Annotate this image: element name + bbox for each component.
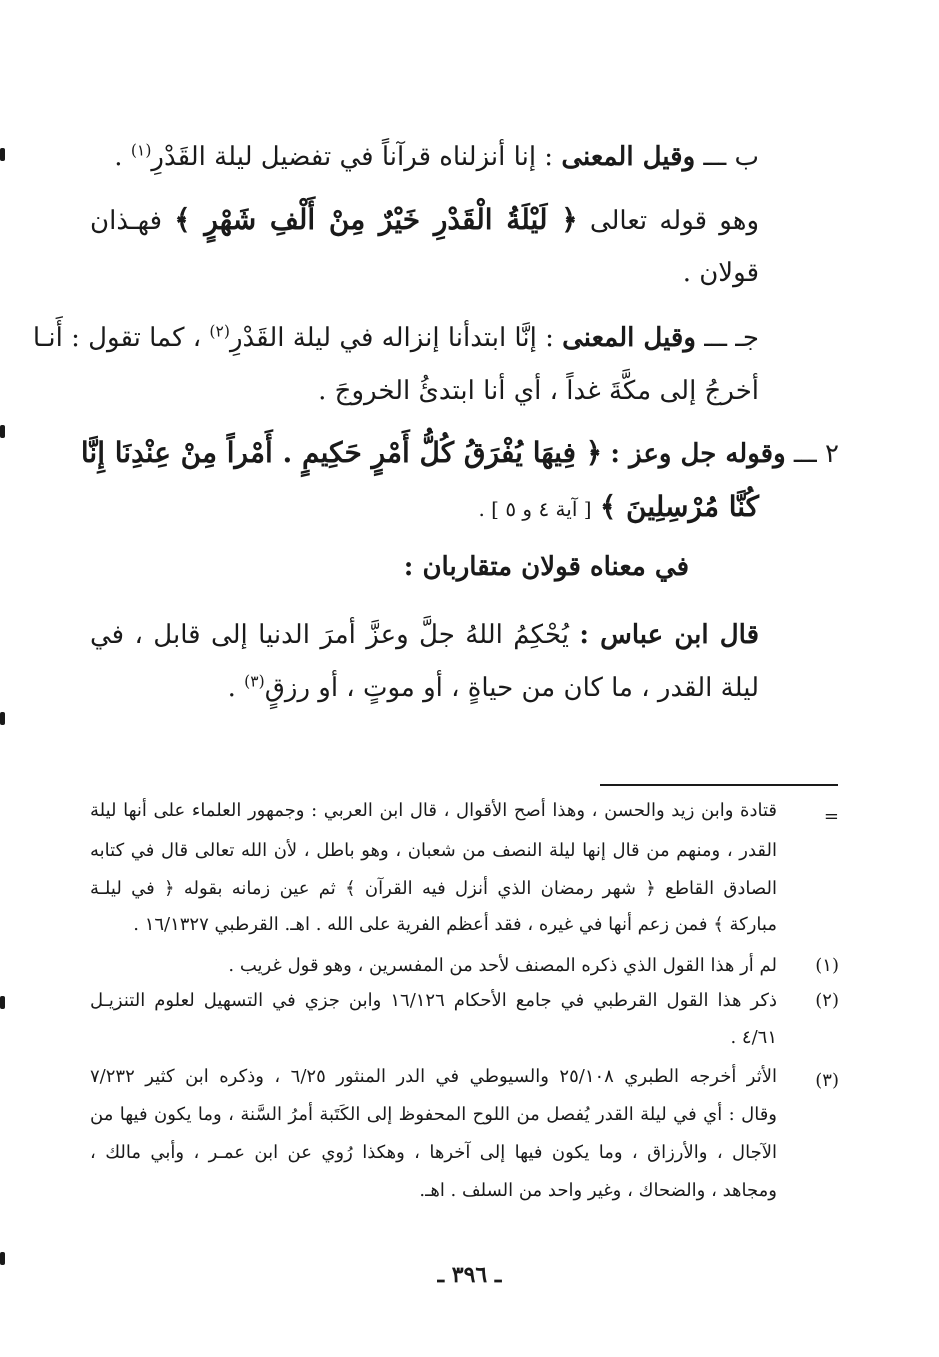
section-j-bold: وقيل المعنى xyxy=(562,323,696,353)
section-j-prefix: جـ ـــ xyxy=(704,323,759,353)
item-2-ayah-ref: [ آية ٤ و ٥ ] . xyxy=(478,497,592,521)
quran-line-2: قولان . xyxy=(682,258,759,288)
footnote-number: (١) xyxy=(815,955,839,976)
footnote-cont-line: قتادة وابن زيد والحسن ، وهذا أصح الأقوال ، قال ابن العربي : وجمهور العلماء على أنها ليلة xyxy=(90,800,777,821)
footnote-line: ٤/٦١ . xyxy=(730,1027,777,1048)
ibn-abbas-bold: قال ابن عباس : xyxy=(579,620,760,650)
footnote-line: الآجال ، والأرزاق ، وما يكون فيها إلى آخرها ، وهكذا رُوي عن ابن عمـر ، وأبي مالك ، xyxy=(90,1142,777,1163)
footnote-line: الأثر أخرجه الطبري ٢٥/١٠٨ والسيوطي في الدر المنثور ٦/٢٥ ، وذكره ابن كثير ٧/٢٣٢ xyxy=(90,1066,778,1087)
section-heading: في معناه قولان متقاربان : xyxy=(403,552,689,582)
item-2-line xyxy=(80,436,839,469)
section-b-line xyxy=(114,142,759,172)
section-b-end: . xyxy=(114,142,123,172)
quran-verse: ﴿ لَيْلَةُ الْقَدْرِ خَيْرٌ مِنْ أَلْفِ شَهْرٍ ﴾ xyxy=(174,203,578,236)
quran-post: فهـذان xyxy=(90,206,162,236)
footnote-ref-1: (١) xyxy=(130,141,152,160)
section-b-prefix: ب ـــ xyxy=(703,142,759,172)
ibn-abbas-line xyxy=(90,620,759,650)
section-j-line-2: أخرجُ إلى مكَّةَ غداً ، أي أنا ابتدئُ الخروجَ . xyxy=(318,376,759,406)
scan-mark xyxy=(0,996,5,1009)
page-number: ـ ٣٩٦ ـ xyxy=(437,1262,502,1288)
item-2-line-2 xyxy=(478,490,759,523)
section-j-text: : إنَّا ابتدأنا إنزاله في ليلة القَدْرِ xyxy=(229,323,554,353)
footnote-ref-2: (٢) xyxy=(209,322,230,341)
item-2-dash: ـــ xyxy=(793,439,817,469)
quran-pre: وهو قوله تعالى xyxy=(589,206,760,236)
footnote-cont-line: الصادق القاطع ﴿ شهر رمضان الذي أنزل فيه القرآن ﴾ ثم عين زمانه بقوله ﴿ في ليلـة xyxy=(90,878,777,899)
item-2-number: ٢ xyxy=(825,439,839,469)
footnote-ref-3: (٣) xyxy=(244,672,265,691)
scan-mark xyxy=(0,425,5,438)
section-b-text: : إنا أنزلناه قرآناً في تفضيل ليلة القَدْرِ xyxy=(151,142,554,172)
footnote-line: ذكر هذا القول القرطبي في جامع الأحكام ١٦/١٢٦ وابن جزي في التسهيل لعلوم التنزيـل xyxy=(90,990,777,1011)
item-2-verse: ﴿ فِيهَا يُفْرَقُ كُلُّ أَمْرٍ حَكِيمٍ . أَمْراً مِنْ عِنْدِنَا إِنَّا xyxy=(80,436,603,469)
ibn-abbas-end: . xyxy=(227,673,236,703)
scan-mark xyxy=(0,148,5,161)
footnote-line: لم أر هذا القول الذي ذكره المصنف لأحد من المفسرين ، وهو قول غريب . xyxy=(228,955,777,976)
ibn-abbas-line-2 xyxy=(228,673,759,703)
ibn-abbas-text-2: ليلة القدر ، ما كان من حياةٍ ، أو موتٍ ، أو رزقٍ xyxy=(264,673,759,703)
scan-mark xyxy=(0,712,5,725)
section-b-bold: وقيل المعنى xyxy=(561,142,696,172)
footnote-cont-line: القدر ، ومنهم من قال إنها ليلة النصف من شعبان ، وهو باطل ، لأن الله تعالى قال في كتابه xyxy=(90,840,777,861)
footnote-continue-marker: = xyxy=(823,806,839,827)
item-2-bold: وقوله جل وعز : xyxy=(610,439,786,469)
footnote-number: (٣) xyxy=(815,1070,839,1091)
item-2-verse-end: كُنَّا مُرْسِلِينَ ﴾ xyxy=(599,490,759,523)
section-j-line xyxy=(32,322,759,353)
footnote-line: وقال : أي في ليلة القدر يُفصل من اللوح المحفوظ إلى الكَتَبة أمرُ السَّنة ، وما يكون فيها من xyxy=(90,1104,777,1125)
ibn-abbas-text: يُحْكِمُ اللهُ جلَّ وعزَّ أمرَ الدنيا إلى قابل ، في xyxy=(90,620,569,650)
footnote-cont-line: مباركة ﴾ فمن زعم أنها في غيره ، فقد أعظم الفرية على الله . اهـ. القرطبي ١٦/١٣٢٧ . xyxy=(133,914,777,935)
footnote-separator xyxy=(600,784,838,786)
section-j-post: ، كما تقول : أَنـا xyxy=(32,323,202,353)
quran-line-1 xyxy=(90,203,759,236)
footnote-line: ومجاهد ، والضحاك ، وغير واحد من السلف . اهـ. xyxy=(419,1180,777,1201)
footnote-number: (٢) xyxy=(815,990,839,1011)
